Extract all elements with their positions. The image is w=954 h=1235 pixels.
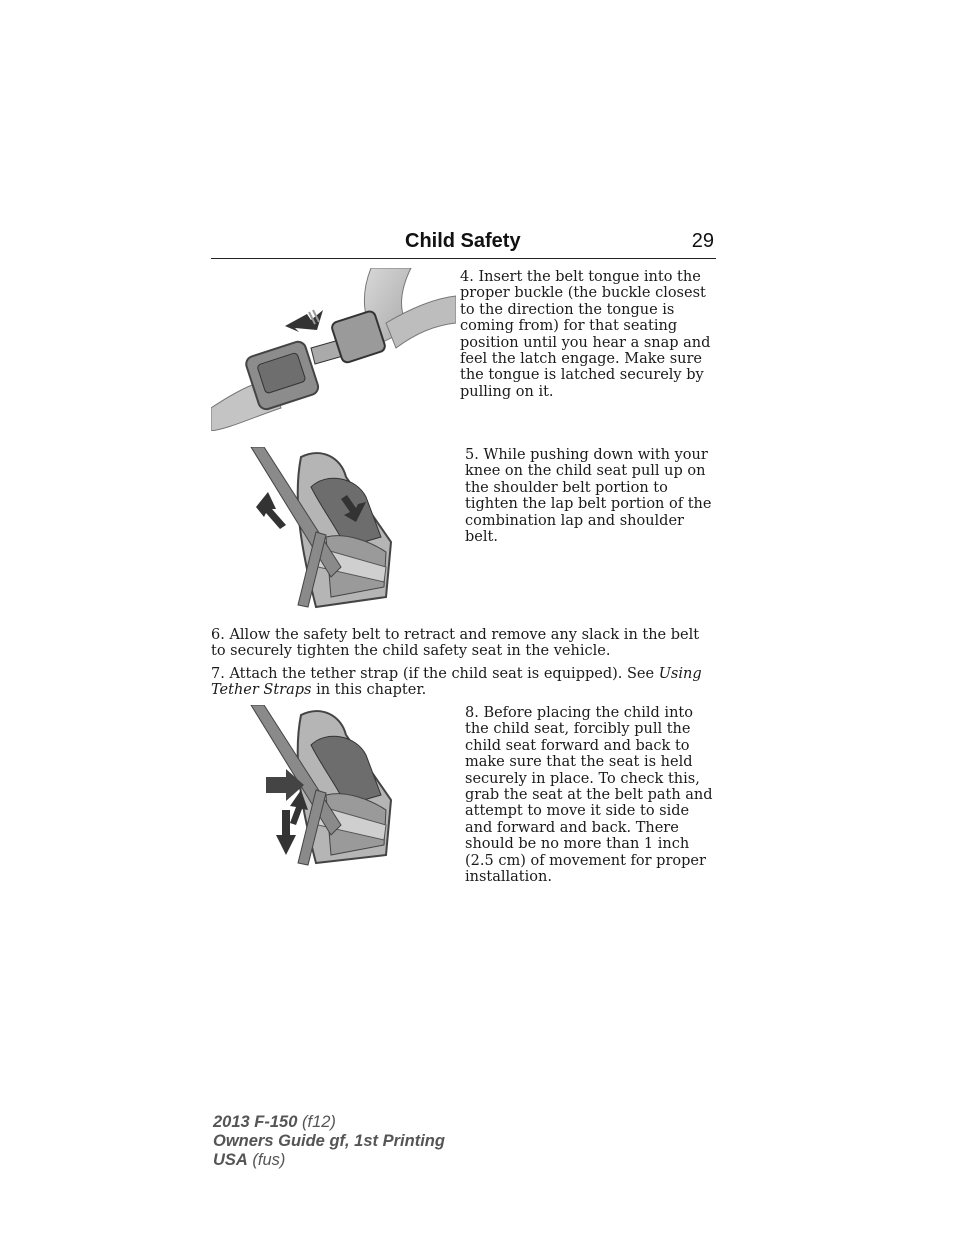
footer-model-code: (f12)	[297, 1113, 336, 1131]
footer-model: 2013 F-150	[213, 1113, 298, 1131]
section-title: Child Safety	[405, 230, 521, 252]
step-4-text: 4. Insert the belt tongue into the proper buckle (the buckle closest to the direction the tongue is coming from) for that seating position until you hear a snap and feel the latch engage. Make sure the tongue is latched securely by pulling on it.	[460, 269, 711, 400]
step-7-suffix: in this chapter.	[311, 682, 427, 699]
buckle-illustration	[211, 268, 456, 431]
step-8-text: 8. Before placing the child into the child seat, forcibly pull the child seat forward and back to make sure that the seat is held securely in place. To check this, grab the seat at the belt path and attempt to move it side to side and forward and back. There should be no more than 1 inch (2.5 cm) of movement for proper installation.	[465, 705, 713, 886]
footer-region: USA	[213, 1151, 248, 1169]
tether-straps-reference: Using Tether Straps	[211, 666, 702, 699]
footer-region-line	[213, 1151, 445, 1170]
page-number: 29	[691, 230, 714, 252]
footer-region-code: (fus)	[247, 1151, 286, 1169]
page-header	[211, 228, 716, 259]
footer-guide-line	[213, 1132, 445, 1151]
step-7-prefix: 7. Attach the tether strap (if the child seat is equipped). See	[211, 666, 659, 682]
footer-model-line	[213, 1113, 445, 1132]
child-seat-tighten-illustration	[246, 447, 396, 612]
step-7-text	[211, 666, 717, 699]
child-seat-movement-illustration	[246, 705, 396, 867]
step-6-text: 6. Allow the safety belt to retract and remove any slack in the belt to securely tighten the child safety seat in the vehicle.	[211, 627, 700, 660]
page-footer	[213, 1113, 445, 1170]
footer-guide: Owners Guide gf, 1st Printing	[213, 1132, 445, 1150]
step-5-text: 5. While pushing down with your knee on the child seat pull up on the shoulder belt portion to tighten the lap belt portion of the combination lap and shoulder belt.	[465, 447, 712, 546]
